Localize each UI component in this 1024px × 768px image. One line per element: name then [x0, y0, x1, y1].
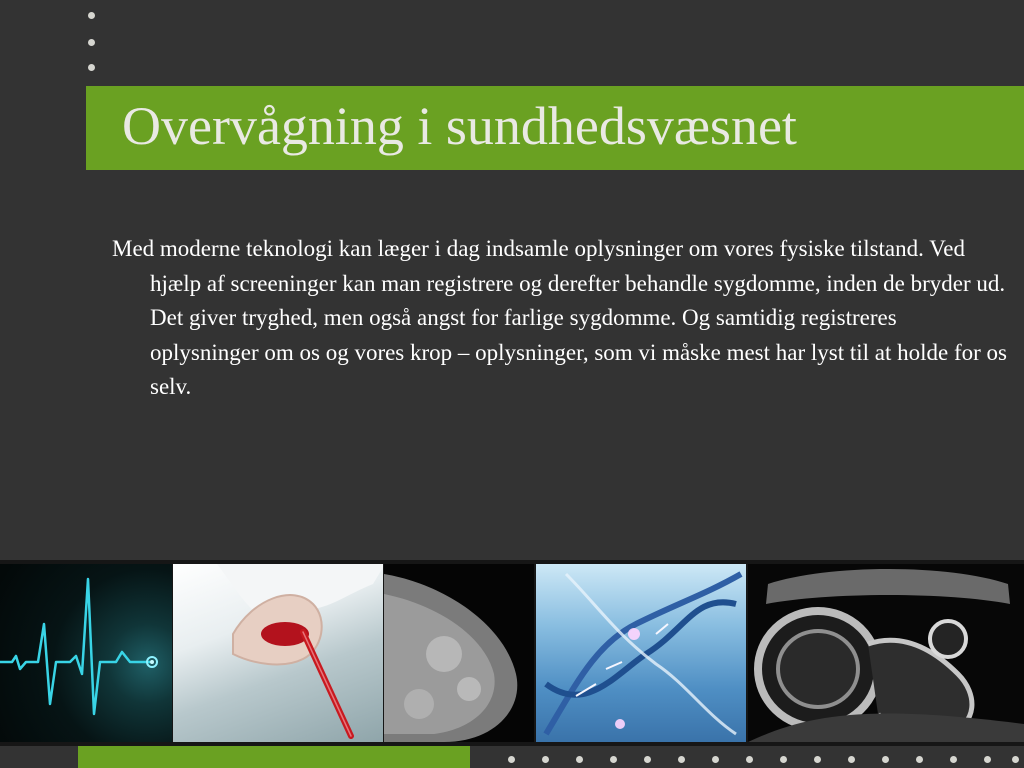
bottom-accent-bar — [78, 746, 470, 768]
dot-icon — [576, 756, 583, 763]
dot-icon — [814, 756, 821, 763]
dot-icon — [1012, 756, 1019, 763]
dot-icon — [542, 756, 549, 763]
title-bar — [86, 86, 1024, 170]
dot-icon — [644, 756, 651, 763]
dot-icon — [712, 756, 719, 763]
dot-icon — [508, 756, 515, 763]
dot-icon — [88, 39, 95, 46]
body-text: Med moderne teknologi kan læger i dag indsamle oplysninger om vores fysiske tilstand. Ved hjælp af screeninger kan man registrere og derefter behandle sygdomme, inden de bryder ud. Det giver tryghed, men også angst for farlige sygdomme. Og samtidig registreres oplysninger om os og vores krop – oplysninger, som vi måske mest har lyst til at holde for os selv. — [112, 236, 1008, 399]
dot-icon — [88, 12, 95, 19]
dot-icon — [780, 756, 787, 763]
ecg-image — [0, 564, 172, 742]
dna-helix-image — [536, 564, 746, 742]
slide-title: Overvågning i sundhedsvæsnet — [122, 96, 797, 156]
dot-icon — [984, 756, 991, 763]
ultrasound-image — [748, 564, 1024, 742]
dot-icon — [678, 756, 685, 763]
blood-sample-image — [173, 564, 383, 742]
dot-icon — [610, 756, 617, 763]
dot-icon — [848, 756, 855, 763]
dot-icon — [88, 64, 95, 71]
mammogram-image — [384, 564, 534, 742]
dot-icon — [916, 756, 923, 763]
dot-icon — [746, 756, 753, 763]
dot-icon — [950, 756, 957, 763]
dot-icon — [882, 756, 889, 763]
image-strip — [0, 560, 1024, 746]
